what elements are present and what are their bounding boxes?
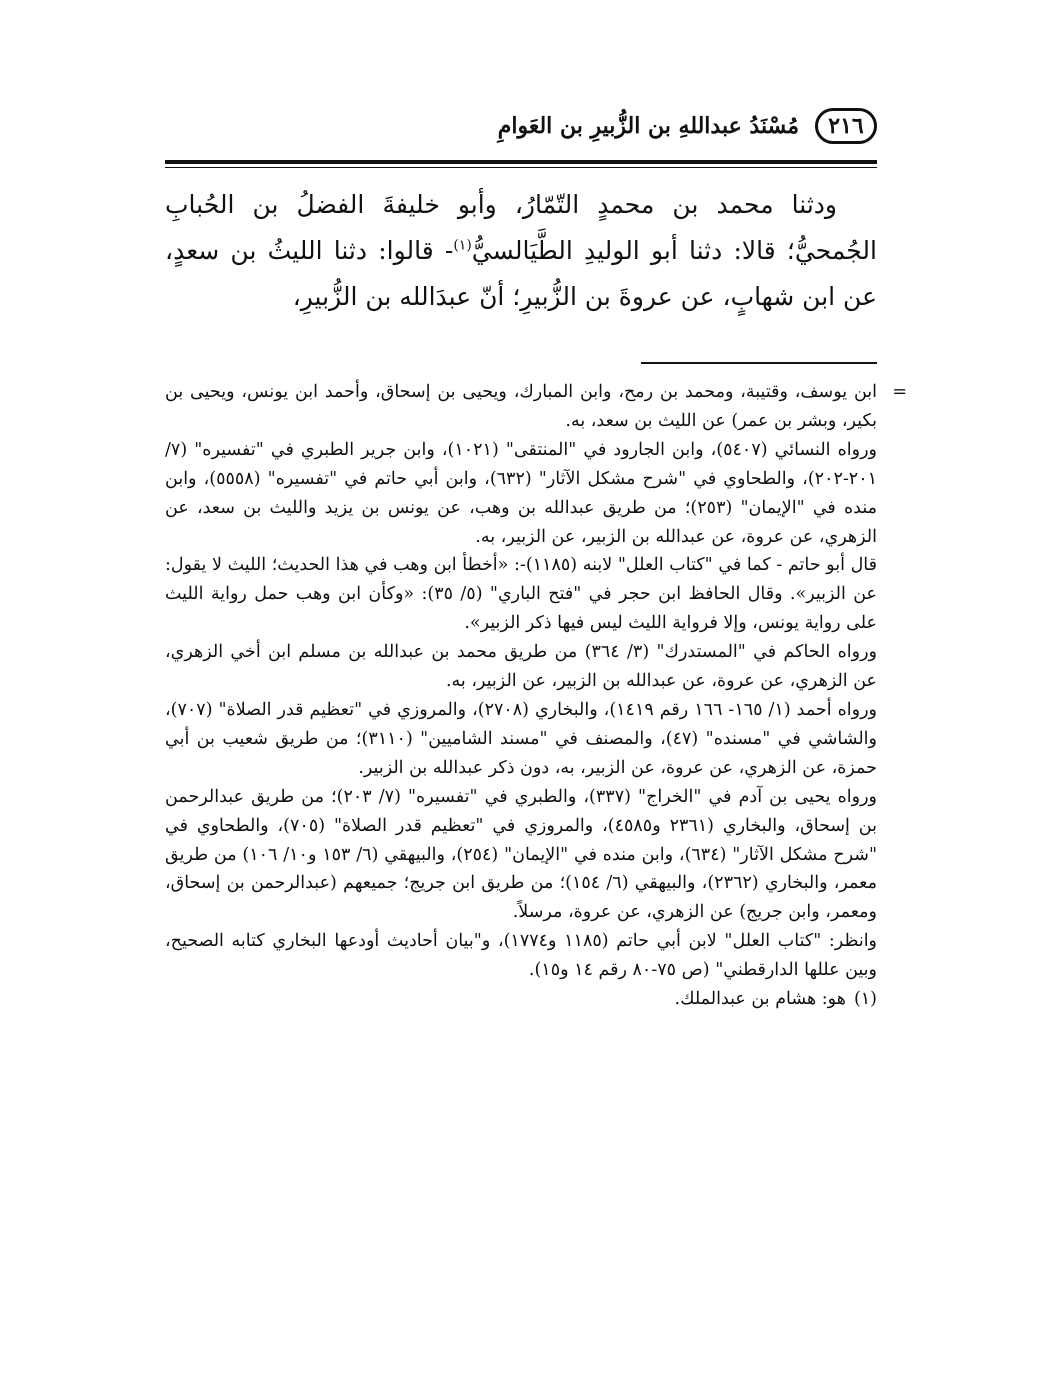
book-page [165, 100, 907, 1010]
footnote-paragraph: ورواه يحيى بن آدم في "الخراج" (٣٣٧)، والطبري في "تفسيره" (٧/ ٢٠٣)؛ من طريق عبدالرحمن بن إسحاق، والبخاري (٢٣٦١ و٤٥٨٥)، والمروزي في "تعظيم قدر الصلاة" (٧٠٥)، والطحاوي في "شرح مشكل الآثار" (٦٣٤)، وابن منده في "الإيمان" (٢٥٤)، والبيهقي (٦/ ١٥٣ و١٠/ ١٠٦) من طريق معمر، والبخاري (٢٣٦٢)، والبيهقي (٦/ ١٥٤)؛ من طريق ابن جريج؛ جميعهم (عبدالرحمن بن إسحاق، ومعمر، وابن جريج) عن الزهري، عن عروة، مرسلاً. [165, 786, 878, 923]
footnotes [165, 378, 907, 1014]
footnote-paragraph [165, 378, 907, 436]
footnote-text: ابن يوسف، وقتيبة، ومحمد بن رمح، وابن المبارك، ويحيى بن إسحاق، وأحمد ابن يونس، ويحيى بن بكير، وبشر بن عمر) عن الليث بن سعد، به. [165, 382, 877, 431]
footnote-1-number: (١) [853, 989, 877, 1010]
footnote-paragraph: ورواه أحمد (١/ ١٦٥- ١٦٦ رقم ١٤١٩)، والبخاري (٢٧٠٨)، والمروزي في "تعظيم قدر الصلاة" (٧٠٧)، والشاشي في "مسنده" (٤٧)، والمصنف في "مسند الشاميين" (٣١١٠)؛ من طريق شعيب بن أبي حمزة، عن الزهري، عن عروة، عن الزبير، به، دون ذكر عبدالله بن الزبير. [165, 699, 877, 778]
footnote-paragraph: ورواه النسائي (٥٤٠٧)، وابن الجارود في "المنتقى" (١٠٢١)، وابن جرير الطبري في "تفسيره" (٧/ ٢٠١-٢٠٢)، والطحاوي في "شرح مشكل الآثار" (٦٣٢)، وابن أبي حاتم في "تفسيره" (٥٥٥٨)، وابن منده في "الإيمان" (٢٥٣)؛ من طريق عبدالله بن وهب، عن يونس بن يزيد والليث بن سعد، عن الزهري، عن عروة، عن عبدالله بن الزبير، عن الزبير، به. [165, 439, 878, 547]
main-text-part-2: - قالوا: دثنا الليثُ بن سعدٍ، عن ابن شهابٍ، عن عروةَ بن الزُّبيرِ؛ أنّ عبدَالله بن الزُّبيرِ، [165, 236, 877, 311]
footnote-1-text: هو: هشام بن عبدالملك. [674, 989, 846, 1010]
page-header [165, 100, 877, 156]
footnote-paragraph: وانظر: "كتاب العلل" لابن أبي حاتم (١١٨٥ و١٧٧٤)، و"بيان أحاديث أودعها البخاري كتابه الصحيح، وبين عللها الدارقطني" (ص ٧٥-٨٠ رقم ١٤ و١٥). [165, 931, 878, 981]
running-title: مُسْنَدُ عبداللهِ بن الزُّبيرِ بن العَوامِ [497, 113, 799, 139]
footnote-divider [641, 362, 877, 364]
main-paragraph [165, 182, 877, 320]
footnote-1 [165, 985, 877, 1014]
continuation-marker: = [892, 382, 907, 402]
main-text [165, 182, 877, 320]
header-divider-thick [165, 160, 877, 164]
page-number: ٢١٦ [815, 108, 877, 144]
main-text-part-1: ودثنا محمد بن محمدٍ التّمّارُ، وأبو خليفةَ الفضلُ بن الحُبابِ الجُمحيُّ؛ قالا: دثنا أبو الوليدِ الطَّيَالسيُّ [165, 190, 877, 265]
header-divider-thin [165, 167, 877, 168]
footnote-ref-1: (١) [453, 237, 472, 254]
footnote-paragraph: قال أبو حاتم - كما في "كتاب العلل" لابنه (١١٨٥)-: «أخطأ ابن وهب في هذا الحديث؛ الليث لا يقول: عن الزبير». وقال الحافظ ابن حجر في "فتح الباري" (٥/ ٣٥): «وكأن ابن وهب حمل رواية الليث على رواية يونس، وإلا فرواية الليث ليس فيها ذكر الزبير». [165, 555, 877, 634]
footnote-paragraph: ورواه الحاكم في "المستدرك" (٣/ ٣٦٤) من طريق محمد بن عبدالله بن مسلم ابن أخي الزهري، عن الزهري، عن عروة، عن عبدالله بن الزبير، عن الزبير، به. [165, 642, 878, 692]
